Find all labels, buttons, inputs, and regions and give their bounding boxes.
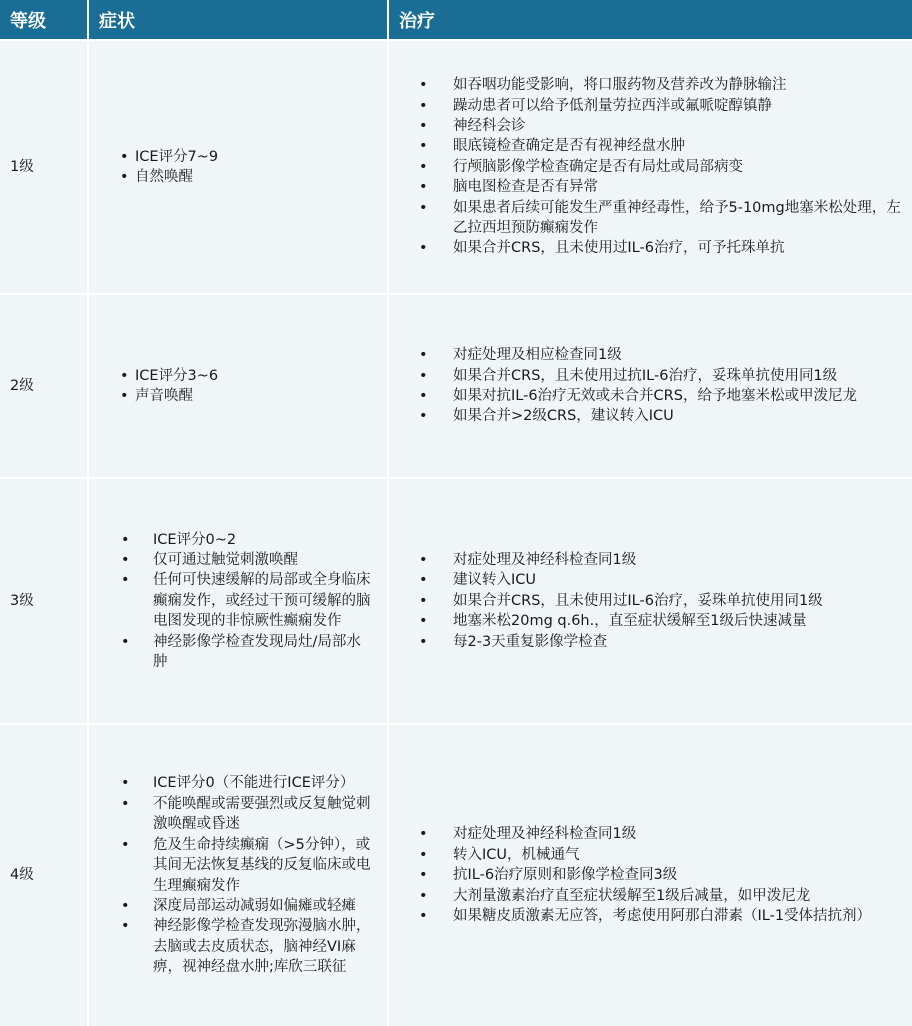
symptom-item bbox=[89, 773, 387, 793]
bullet-icon: • bbox=[419, 826, 428, 843]
bullet-icon: • bbox=[419, 117, 428, 134]
bullet-icon: • bbox=[419, 199, 428, 216]
bullet-icon: • bbox=[120, 148, 129, 165]
treatment-item-text: 如吞咽功能受影响，将口服药物及营养改为静脉输注 bbox=[453, 77, 787, 94]
symptom-item bbox=[89, 632, 387, 673]
bullet-icon: • bbox=[419, 158, 428, 175]
treatment-list bbox=[389, 345, 912, 427]
treatment-item-text: 每2-3天重复影像学检查 bbox=[453, 633, 608, 650]
treatment-item-text: 如果合并CRS，且未使用过IL-6治疗，可予托珠单抗 bbox=[453, 240, 785, 257]
bullet-icon: • bbox=[121, 572, 130, 589]
bullet-icon: • bbox=[419, 613, 428, 630]
treatment-item bbox=[389, 345, 912, 365]
bullet-icon: • bbox=[121, 795, 130, 812]
treatment-cell bbox=[388, 478, 912, 724]
table-row bbox=[0, 478, 912, 724]
grade-cell: 3级 bbox=[0, 478, 88, 724]
treatment-item-text: 抗IL-6治疗原则和影像学检查同3级 bbox=[453, 867, 678, 884]
bullet-icon: • bbox=[419, 867, 428, 884]
symptom-item-text: ICE评分7~9 bbox=[135, 148, 219, 165]
treatment-item-text: 眼底镜检查确定是否有视神经盘水肿 bbox=[453, 138, 685, 155]
treatment-item bbox=[389, 177, 912, 197]
treatment-item-text: 如果对抗IL-6治疗无效或未合并CRS，给予地塞米松或甲泼尼龙 bbox=[453, 388, 857, 404]
bullet-icon: • bbox=[121, 633, 130, 650]
bullet-icon: • bbox=[419, 388, 428, 404]
symptom-item-text: 神经影像学检查发现弥漫脑水肿，去脑或去皮质状态，脑神经VI麻痹，视神经盘水肿;库欣三联征 bbox=[153, 918, 371, 976]
bullet-icon: • bbox=[419, 179, 428, 196]
bullet-icon: • bbox=[419, 846, 428, 863]
treatment-item bbox=[389, 157, 912, 177]
treatment-item-text: 如果糖皮质激素无应答，考虑使用阿那白滞素（IL-1受体拮抗剂） bbox=[453, 908, 872, 925]
bullet-icon: • bbox=[120, 388, 129, 404]
treatment-item bbox=[389, 906, 912, 926]
symptom-cell bbox=[88, 294, 388, 478]
symptom-item-text: ICE评分0~2 bbox=[153, 531, 237, 548]
symptom-item-text: 仅可通过触觉刺激唤醒 bbox=[153, 551, 298, 568]
treatment-item-text: 躁动患者可以给予低剂量劳拉西泮或氟哌啶醇镇静 bbox=[453, 97, 772, 114]
treatment-item-text: 神经科会诊 bbox=[453, 117, 526, 134]
treatment-list bbox=[389, 550, 912, 652]
bullet-icon: • bbox=[419, 572, 428, 589]
treatment-item-text: 如果合并>2级CRS，建议转入ICU bbox=[453, 408, 674, 425]
bullet-icon: • bbox=[419, 887, 428, 904]
table-header-row bbox=[0, 0, 912, 40]
bullet-icon: • bbox=[121, 836, 130, 853]
treatment-cell bbox=[388, 724, 912, 1026]
table-row bbox=[0, 40, 912, 294]
treatment-item-text: 转入ICU，机械通气 bbox=[453, 846, 580, 863]
symptom-item bbox=[89, 835, 387, 896]
symptom-item bbox=[89, 530, 387, 550]
grade-cell: 2级 bbox=[0, 294, 88, 478]
bullet-icon: • bbox=[419, 97, 428, 114]
bullet-icon: • bbox=[419, 347, 428, 364]
header-symptom: 症状 bbox=[88, 0, 388, 40]
treatment-item bbox=[389, 198, 912, 239]
bullet-icon: • bbox=[419, 77, 428, 94]
treatment-item-text: 行颅脑影像学检查确定是否有局灶或局部病变 bbox=[453, 158, 743, 175]
treatment-item bbox=[389, 570, 912, 590]
symptom-list bbox=[89, 530, 387, 673]
header-grade: 等级 bbox=[0, 0, 88, 40]
symptom-item-text: 神经影像学检查发现局灶/局部水肿 bbox=[153, 633, 361, 671]
symptom-item bbox=[89, 550, 387, 570]
treatment-item-text: 地塞米松20mg q.6h.，直至症状缓解至1级后快速减量 bbox=[453, 613, 807, 630]
symptom-item bbox=[89, 570, 387, 631]
bullet-icon: • bbox=[419, 551, 428, 568]
treatment-item-text: 建议转入ICU bbox=[453, 572, 537, 589]
bullet-icon: • bbox=[419, 240, 428, 257]
symptom-item bbox=[89, 167, 387, 187]
treatment-item bbox=[389, 238, 912, 258]
treatment-item-text: 对症处理及相应检查同1级 bbox=[453, 347, 622, 364]
grade-cell: 4级 bbox=[0, 724, 88, 1026]
symptom-item-text: ICE评分0（不能进行ICE评分） bbox=[153, 775, 355, 792]
treatment-item-text: 如果合并CRS，且未使用过抗IL-6治疗，妥珠单抗使用同1级 bbox=[453, 367, 838, 384]
symptom-item-text: 声音唤醒 bbox=[135, 388, 193, 404]
treatment-cell bbox=[388, 40, 912, 294]
bullet-icon: • bbox=[121, 531, 130, 548]
symptom-item bbox=[89, 147, 387, 167]
symptom-item bbox=[89, 794, 387, 835]
symptom-item bbox=[89, 386, 387, 406]
treatment-item-text: 对症处理及神经科检查同1级 bbox=[453, 551, 637, 568]
treatment-item bbox=[389, 366, 912, 386]
treatment-item bbox=[389, 96, 912, 116]
symptom-item-text: 任何可快速缓解的局部或全身临床癫痫发作，或经过干预可缓解的脑电图发现的非惊厥性癫痫发作 bbox=[153, 572, 371, 630]
treatment-item bbox=[389, 406, 912, 426]
bullet-icon: • bbox=[419, 592, 428, 609]
treatment-cell bbox=[388, 294, 912, 478]
bullet-icon: • bbox=[121, 551, 130, 568]
bullet-icon: • bbox=[120, 169, 129, 185]
bullet-icon: • bbox=[121, 918, 130, 935]
symptom-list bbox=[89, 147, 387, 188]
symptom-item-text: 不能唤醒或需要强烈或反复触觉刺激唤醒或昏迷 bbox=[153, 795, 371, 833]
treatment-item bbox=[389, 136, 912, 156]
treatment-item bbox=[389, 824, 912, 844]
treatment-item bbox=[389, 886, 912, 906]
symptom-item bbox=[89, 366, 387, 386]
treatment-item bbox=[389, 75, 912, 95]
symptom-list bbox=[89, 773, 387, 977]
symptom-item-text: 自然唤醒 bbox=[135, 169, 193, 185]
symptom-item-text: 危及生命持续癫痫（>5分钟），或其间无法恢复基线的反复临床或电生理癫痫发作 bbox=[153, 836, 371, 894]
symptom-cell bbox=[88, 724, 388, 1026]
symptom-item-text: ICE评分3~6 bbox=[135, 367, 219, 384]
bullet-icon: • bbox=[419, 367, 428, 384]
treatment-item-text: 大剂量激素治疗直至症状缓解至1级后减量，如甲泼尼龙 bbox=[453, 887, 811, 904]
treatment-item-text: 脑电图检查是否有异常 bbox=[453, 179, 598, 196]
treatment-item-text: 如果患者后续可能发生严重神经毒性，给予5-10mg地塞米松处理，左乙拉西坦预防癫痫发作 bbox=[453, 199, 901, 237]
symptom-cell bbox=[88, 40, 388, 294]
treatment-item bbox=[389, 386, 912, 406]
header-treatment: 治疗 bbox=[388, 0, 912, 40]
table-row bbox=[0, 724, 912, 1026]
table-row bbox=[0, 294, 912, 478]
treatment-item bbox=[389, 550, 912, 570]
treatment-item-text: 对症处理及神经科检查同1级 bbox=[453, 826, 637, 843]
bullet-icon: • bbox=[419, 633, 428, 650]
bullet-icon: • bbox=[120, 367, 129, 384]
treatment-list bbox=[389, 824, 912, 926]
treatment-item bbox=[389, 116, 912, 136]
treatment-item bbox=[389, 865, 912, 885]
symptom-item bbox=[89, 916, 387, 977]
symptom-cell bbox=[88, 478, 388, 724]
treatment-item bbox=[389, 611, 912, 631]
bullet-icon: • bbox=[419, 908, 428, 925]
treatment-list bbox=[389, 75, 912, 259]
bullet-icon: • bbox=[419, 408, 428, 425]
symptom-item-text: 深度局部运动减弱如偏瘫或轻瘫 bbox=[153, 897, 356, 914]
treatment-item bbox=[389, 845, 912, 865]
treatment-item bbox=[389, 591, 912, 611]
bullet-icon: • bbox=[121, 897, 130, 914]
bullet-icon: • bbox=[121, 775, 130, 792]
bullet-icon: • bbox=[419, 138, 428, 155]
symptom-list bbox=[89, 366, 387, 407]
grade-cell: 1级 bbox=[0, 40, 88, 294]
symptom-item bbox=[89, 896, 387, 916]
treatment-item bbox=[389, 632, 912, 652]
treatment-item-text: 如果合并CRS，且未使用过IL-6治疗，妥珠单抗使用同1级 bbox=[453, 592, 823, 609]
